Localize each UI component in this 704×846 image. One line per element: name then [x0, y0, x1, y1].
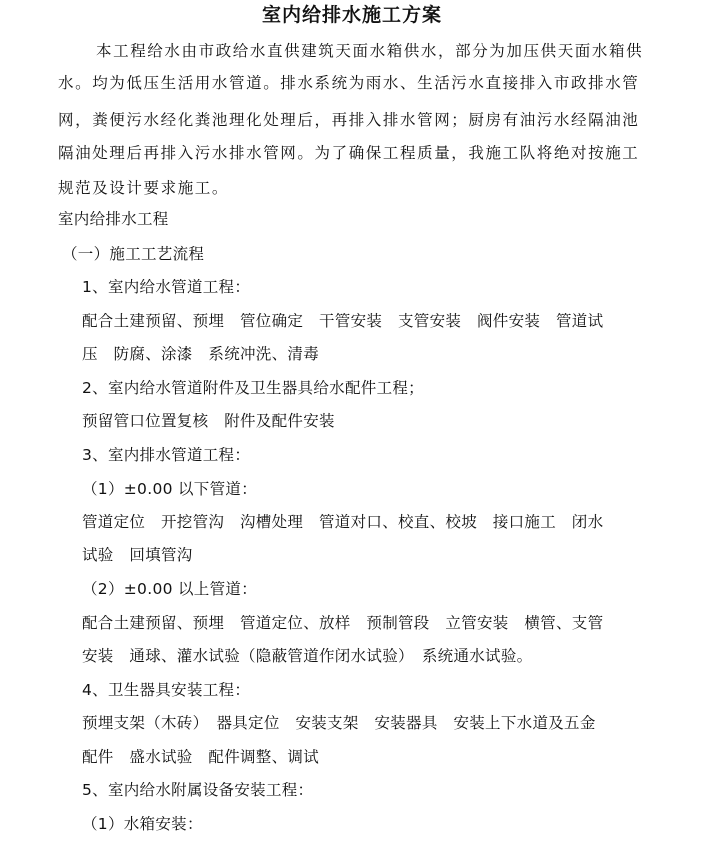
- intro-line-4: 隔油处理后再排入污水排水管网。为了确保工程质量，我施工队将绝对按施工: [58, 144, 640, 162]
- intro-line-5: 规范及设计要求施工。: [58, 179, 230, 197]
- list-item: 安装 通球、灌水试验（隐蔽管道作闭水试验） 系统通水试验。: [82, 647, 533, 665]
- list-item: 管道定位 开挖管沟 沟槽处理 管道对口、校直、校坡 接口施工 闭水: [82, 513, 604, 531]
- list-item: 预留管口位置复核 附件及配件安装: [82, 412, 335, 430]
- list-item: 5、室内给水附属设备安装工程：: [82, 781, 314, 799]
- list-item: 压 防腐、涂漆 系统冲洗、清毒: [82, 345, 320, 363]
- list-item: 配件 盛水试验 配件调整、调试: [82, 748, 320, 766]
- intro-line-1: 本工程给水由市政给水直供建筑天面水箱供水，部分为加压供天面水箱供: [96, 42, 644, 60]
- list-item: 配合土建预留、预埋 管位确定 干管安装 支管安装 阀件安装 管道试: [82, 312, 604, 330]
- list-item: 试验 回填管沟: [82, 546, 193, 564]
- list-item: （1）±0.00 以下管道：: [82, 480, 257, 498]
- list-item: 配合土建预留、预埋 管道定位、放样 预制管段 立管安装 横管、支管: [82, 614, 604, 632]
- list-item: 4、卫生器具安装工程：: [82, 681, 251, 699]
- intro-line-2: 水。均为低压生活用水管道。排水系统为雨水、生活污水直接排入市政排水管: [58, 74, 640, 92]
- document-title: 室内给排水施工方案: [261, 4, 442, 26]
- list-item: （2）±0.00 以上管道：: [82, 580, 257, 598]
- list-item: 预埋支架（木砖） 器具定位 安装支架 安装器具 安装上下水道及五金: [82, 714, 596, 732]
- list-item: 2、室内给水管道附件及卫生器具给水配件工程；: [82, 379, 424, 397]
- list-item: （1）水箱安装：: [82, 815, 203, 833]
- section-title: 室内给排水工程: [58, 210, 169, 228]
- list-item: 3、室内排水管道工程：: [82, 446, 251, 464]
- list-item: 1、室内给水管道工程：: [82, 278, 251, 296]
- intro-line-3: 网，粪便污水经化粪池理化处理后，再排入排水管网；厨房有油污水经隔油池: [58, 111, 640, 129]
- subsection-title: （一）施工工艺流程: [62, 245, 205, 263]
